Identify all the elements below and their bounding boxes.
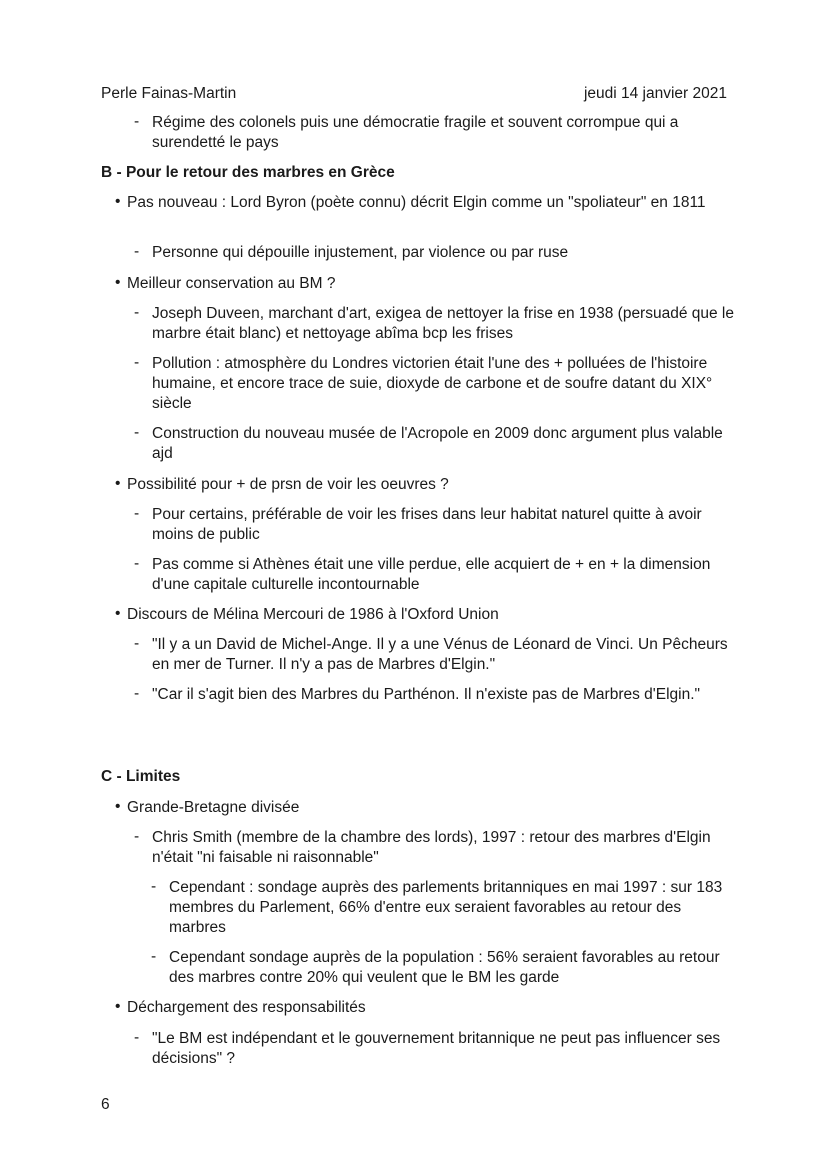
- dash-marker: -: [134, 243, 140, 260]
- section-heading-c: C - Limites: [101, 768, 181, 785]
- list-item: Chris Smith (membre de la chambre des lords), 1997 : retour des marbres d'Elgin n'était "ni faisable ni raisonnable": [152, 829, 711, 866]
- bullet-marker: •: [115, 605, 121, 622]
- list-item: Cependant sondage auprès de la population : 56% seraient favorables au retour des marbres contre 20% qui veulent que le BM les garde: [169, 949, 720, 986]
- list-item: Pas nouveau : Lord Byron (poète connu) décrit Elgin comme un "spoliateur" en 1811: [127, 194, 706, 211]
- dash-marker: -: [134, 113, 140, 130]
- header-date: jeudi 14 janvier 2021: [583, 85, 727, 102]
- bullet-marker: •: [115, 193, 121, 210]
- bullet-marker: •: [115, 475, 121, 492]
- list-item: Possibilité pour + de prsn de voir les oeuvres ?: [127, 476, 449, 493]
- list-item: Meilleur conservation au BM ?: [127, 275, 336, 292]
- list-item: "Le BM est indépendant et le gouvernement britannique ne peut pas influencer ses décisions" ?: [152, 1030, 721, 1067]
- dash-marker: -: [134, 685, 140, 702]
- list-item: Construction du nouveau musée de l'Acropole en 2009 donc argument plus valable ajd: [152, 425, 723, 462]
- list-item: "Il y a un David de Michel-Ange. Il y a une Vénus de Léonard de Vinci. Un Pêcheurs en mer de Turner. Il n'y a pas de Marbres d'Elgin.": [152, 636, 728, 673]
- list-item: Régime des colonels puis une démocratie fragile et souvent corrompue qui a surendetté le pays: [152, 114, 679, 151]
- page-number: 6: [101, 1096, 110, 1113]
- list-item: Pour certains, préférable de voir les frises dans leur habitat naturel quitte à avoir moins de public: [152, 506, 702, 543]
- list-item: Déchargement des responsabilités: [127, 999, 366, 1016]
- list-item: Discours de Mélina Mercouri de 1986 à l'Oxford Union: [127, 606, 499, 623]
- dash-marker: -: [134, 304, 140, 321]
- dash-marker: -: [134, 354, 140, 371]
- bullet-marker: •: [115, 998, 121, 1015]
- dash-marker: -: [134, 424, 140, 441]
- list-item: Grande-Bretagne divisée: [127, 799, 300, 816]
- dash-marker: -: [134, 555, 140, 572]
- author-name: Perle Fainas-Martin: [101, 85, 237, 102]
- dash-marker: -: [134, 635, 140, 652]
- dash-marker: -: [134, 1029, 140, 1046]
- list-item: Pollution : atmosphère du Londres victorien était l'une des + polluées de l'histoire humaine, et encore trace de suie, dioxyde de carbone et de soufre datant du XIX° siècle: [152, 355, 713, 412]
- list-item: "Car il s'agit bien des Marbres du Parthénon. Il n'existe pas de Marbres d'Elgin.": [152, 686, 701, 703]
- list-item: Pas comme si Athènes était une ville perdue, elle acquiert de + en + la dimension d'une capitale culturelle incontournable: [152, 556, 711, 593]
- dash-marker: -: [151, 878, 157, 895]
- dash-marker: -: [134, 505, 140, 522]
- bullet-marker: •: [115, 274, 121, 291]
- section-heading-b: B - Pour le retour des marbres en Grèce: [101, 164, 395, 181]
- list-item: Personne qui dépouille injustement, par violence ou par ruse: [152, 244, 569, 261]
- list-item: Cependant : sondage auprès des parlements britanniques en mai 1997 : sur 183 membres du Parlement, 66% d'entre eux seraient favorables au retour des marbres: [169, 879, 723, 936]
- page-header: [101, 84, 727, 104]
- dash-marker: -: [134, 828, 140, 845]
- bullet-marker: •: [115, 798, 121, 815]
- dash-marker: -: [151, 948, 157, 965]
- list-item: Joseph Duveen, marchant d'art, exigea de nettoyer la frise en 1938 (persuadé que le marbre était blanc) et nettoyage abîma bcp les frises: [152, 305, 734, 342]
